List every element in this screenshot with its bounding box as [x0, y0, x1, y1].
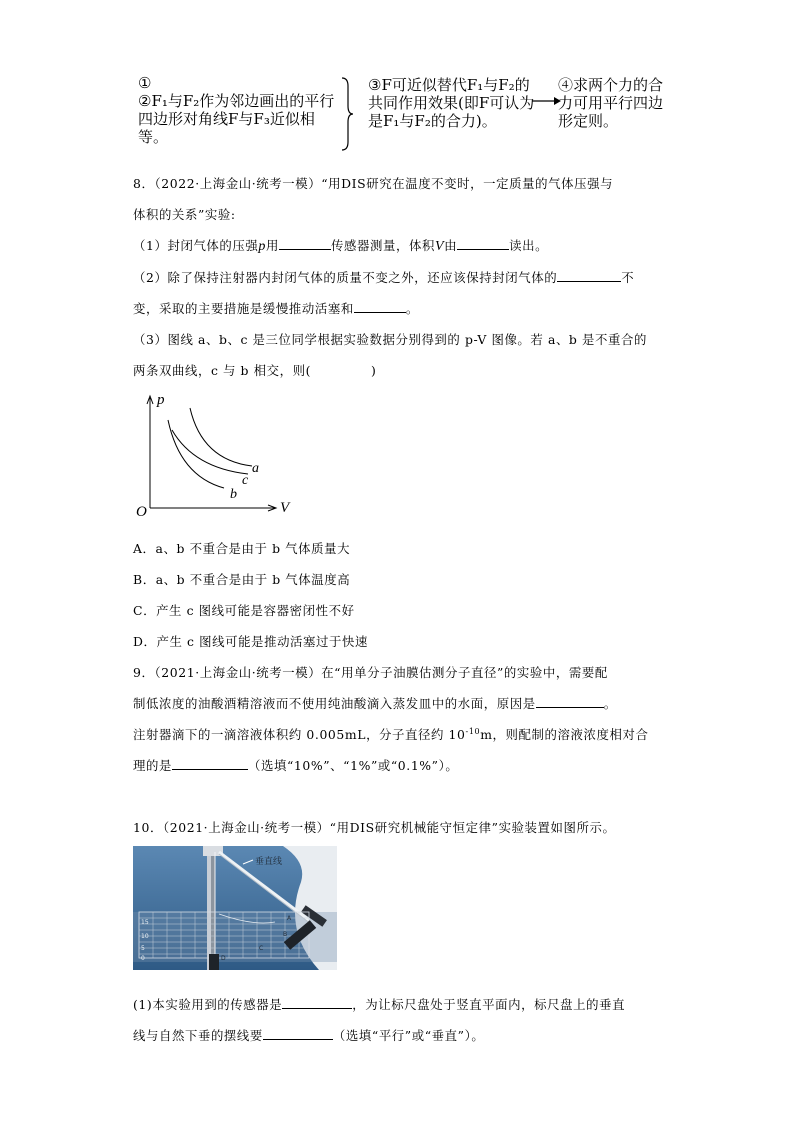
q9-text-d: m，则配制的溶液浓度相对合 [480, 727, 649, 742]
q9-text-c: 注射器滴下的一滴溶液体积约 0.005mL，分子直径约 10 [133, 727, 466, 742]
q8-option-d[interactable]: D．产生 c 图线可能是推动活塞过于快速 [133, 634, 369, 649]
apparatus-illustration [133, 846, 337, 970]
q9-blank-reason[interactable] [536, 695, 604, 708]
q8-p1-var-v: V [434, 239, 445, 254]
step-1-text: ① [138, 74, 152, 92]
point-a-label: A [287, 915, 292, 922]
q8-p2-text-d: 。 [405, 301, 419, 316]
q9-blank-concentration[interactable] [172, 757, 248, 770]
scale-mark-0: 0 [141, 955, 145, 962]
q8-p1-blank-volume[interactable] [457, 237, 509, 250]
q10-part1-line2 [133, 1026, 484, 1044]
q8-p2-text-c: 变，采取的主要措施是缓慢推动活塞和 [133, 301, 354, 316]
q10-stem-line1: 10．（2021·上海金山·统考一模）“用DIS研究机械能守恒定律”实验装置如图所示。 [133, 820, 616, 835]
label-p: p [157, 392, 165, 408]
q8-p1-text-b: 用 [266, 238, 280, 253]
scale-mark-15: 15 [141, 919, 149, 926]
q9-text-e: 理的是 [133, 758, 172, 773]
q8-p2-blank-measure[interactable] [354, 300, 406, 313]
curve-c [172, 430, 248, 474]
q10-p1-text-c: 线与自然下垂的摆线要 [133, 1028, 263, 1043]
q10-blank-sensor[interactable] [282, 996, 352, 1009]
scale-mark-5: 5 [141, 945, 145, 952]
scale-mark-10: 10 [141, 933, 149, 940]
step-2-text: ②F₁与F₂作为邻边画出的平行四边形对角线F与F₃近似相等。 [138, 92, 335, 146]
q8-p1-text-c: 传感器测量，体积 [331, 238, 435, 253]
step-4-text: ④求两个力的合力可用平行四边形定则。 [558, 76, 664, 130]
q8-part2-line1 [133, 268, 634, 286]
q9-text-a: 制低浓度的油酸酒精溶液而不使用纯油酸滴入蒸发皿中的水面，原因是 [133, 696, 536, 711]
q8-p1-text-e: 读出。 [509, 238, 549, 253]
q8-option-b[interactable]: B．a、b 不重合是由于 b 气体温度高 [133, 572, 351, 587]
q10-part1-line1 [133, 995, 625, 1013]
step-3-text: ③F可近似替代F₁与F₂的共同作用效果(即F可认为是F₁与F₂的合力)。 [368, 76, 535, 130]
q8-p2-blank-quantity[interactable] [557, 269, 621, 282]
q9-stem-line1: 9．（2021·上海金山·统考一模）在“用单分子油膜估测分子直径”的实验中，需要配 [133, 665, 608, 680]
label-v: V [280, 500, 290, 516]
label-o: O [136, 504, 147, 520]
q8-p3-text-b: 两条双曲线，c 与 b 相交，则( [133, 363, 312, 378]
q8-part2-line2 [133, 299, 419, 317]
label-a: a [252, 461, 259, 476]
q9-exponent: -10 [465, 726, 481, 736]
q9-stem-line4 [133, 756, 458, 774]
q8-option-c[interactable]: C．产生 c 图线可能是容器密闭性不好 [133, 603, 355, 618]
q8-part1 [133, 236, 548, 255]
q9-stem-line2 [133, 694, 617, 712]
q8-stem-line1: 8．（2022·上海金山·统考一模）“用DIS研究在温度不变时，一定质量的气体压强与 [133, 176, 614, 191]
label-c: c [242, 473, 249, 488]
perpendicular-line-label: 垂直线 [255, 857, 283, 867]
q8-p1-var-p: p [258, 239, 267, 254]
label-b: b [230, 487, 237, 502]
curve-a [190, 408, 252, 466]
q10-blank-orientation[interactable] [263, 1027, 333, 1040]
q10-p1-text-b: ，为让标尺盘处于竖直平面内，标尺盘上的垂直 [352, 997, 626, 1012]
q9-stem-line3 [133, 725, 648, 743]
q8-p2-text-a: （2）除了保持注射器内封闭气体的质量不变之外，还应该保持封闭气体的 [133, 270, 558, 285]
apparatus-photo [133, 846, 337, 970]
q8-p1-text-d: 由 [444, 238, 458, 253]
q8-p1-blank-sensor[interactable] [279, 237, 331, 250]
pv-graph [128, 388, 298, 520]
right-brace-icon [340, 76, 354, 152]
q8-p1-text-a: （1）封闭气体的压强 [133, 238, 259, 253]
curve-b [168, 420, 224, 488]
q8-option-a[interactable]: A．a、b 不重合是由于 b 气体质量大 [133, 541, 351, 556]
q10-p1-text-d: （选填“平行”或“垂直”）。 [332, 1028, 485, 1043]
q8-p3-text-c: ) [371, 363, 377, 378]
point-d-label: D [221, 955, 226, 962]
point-b-label: B [283, 931, 288, 938]
q8-part3-line1: （3）图线 a、b、c 是三位同学根据实验数据分别得到的 p-V 图像。若 a、b 是不重合的 [133, 332, 647, 347]
q10-p1-text-a: (1)本实验用到的传感器是 [133, 997, 283, 1012]
q8-part3-line2 [133, 361, 376, 379]
point-c-label: C [259, 945, 264, 952]
q8-stem-line2: 体积的关系”实验: [133, 207, 236, 222]
q8-p2-text-b: 不 [621, 270, 635, 285]
q9-text-b: 。 [603, 696, 617, 711]
conclusion-flow-diagram [136, 74, 676, 160]
q9-text-f: （选填“10%”、“1%”或“0.1%”）。 [247, 758, 459, 773]
